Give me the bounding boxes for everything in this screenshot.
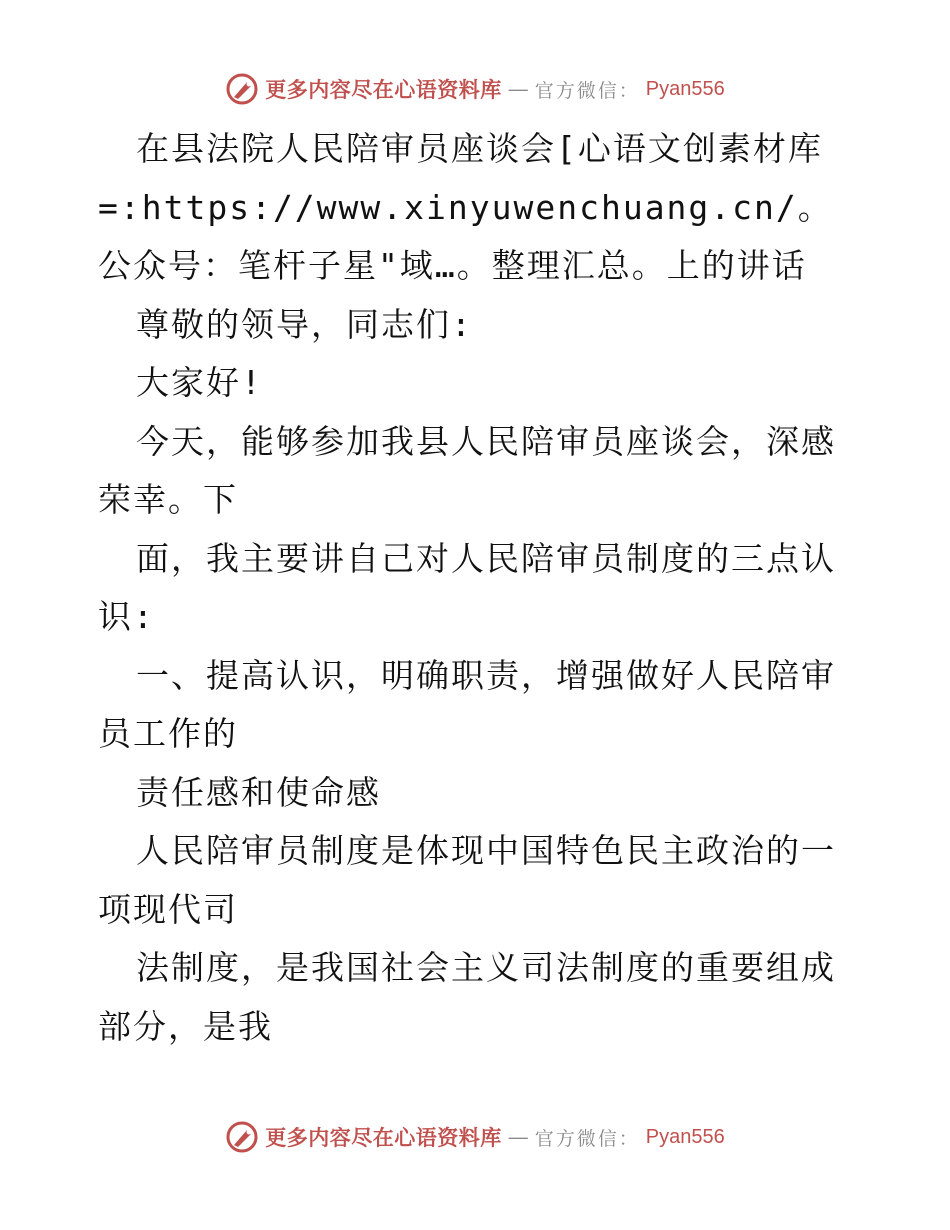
pen-logo-icon — [225, 1120, 259, 1154]
paragraph: 一、提高认识，明确职责，增强做好人民陪审员工作的 — [98, 655, 836, 753]
banner-title: 更多内容尽在心语资料库 — [265, 1125, 502, 1150]
footer-banner — [0, 1120, 950, 1154]
banner-dash: — — [507, 1125, 529, 1149]
paragraph: 法制度，是我国社会主义司法制度的重要组成部分，是我 — [98, 948, 836, 1046]
paragraph: 责任感和使命感 — [136, 772, 381, 812]
banner-title: 更多内容尽在心语资料库 — [265, 77, 502, 102]
paragraph: 尊敬的领导，同志们: — [136, 304, 473, 344]
banner-wechat-label: 官方微信： — [534, 1127, 640, 1150]
banner-wechat-id: Pyan556 — [645, 1125, 725, 1148]
paragraph: 在县法院人民陪审员座谈会[心语文创素材库=:https://www.xinyuwenchuang.cn/。公众号：笔杆子星"域…。整理汇总。上的讲话 — [98, 129, 833, 285]
paragraph: 今天，能够参加我县人民陪审员座谈会，深感荣幸。下 — [98, 421, 836, 519]
banner-wechat-id: Pyan556 — [645, 77, 725, 100]
document-body — [98, 120, 858, 1056]
paragraph: 大家好! — [136, 363, 263, 402]
banner-wechat-label: 官方微信： — [534, 79, 640, 102]
paragraph: 人民陪审员制度是体现中国特色民主政治的一项现代司 — [98, 831, 836, 929]
pen-logo-icon — [225, 72, 259, 106]
header-banner — [0, 72, 950, 106]
banner-dash: — — [507, 77, 529, 101]
paragraph: 面，我主要讲自己对人民陪审员制度的三点认识: — [98, 538, 836, 636]
